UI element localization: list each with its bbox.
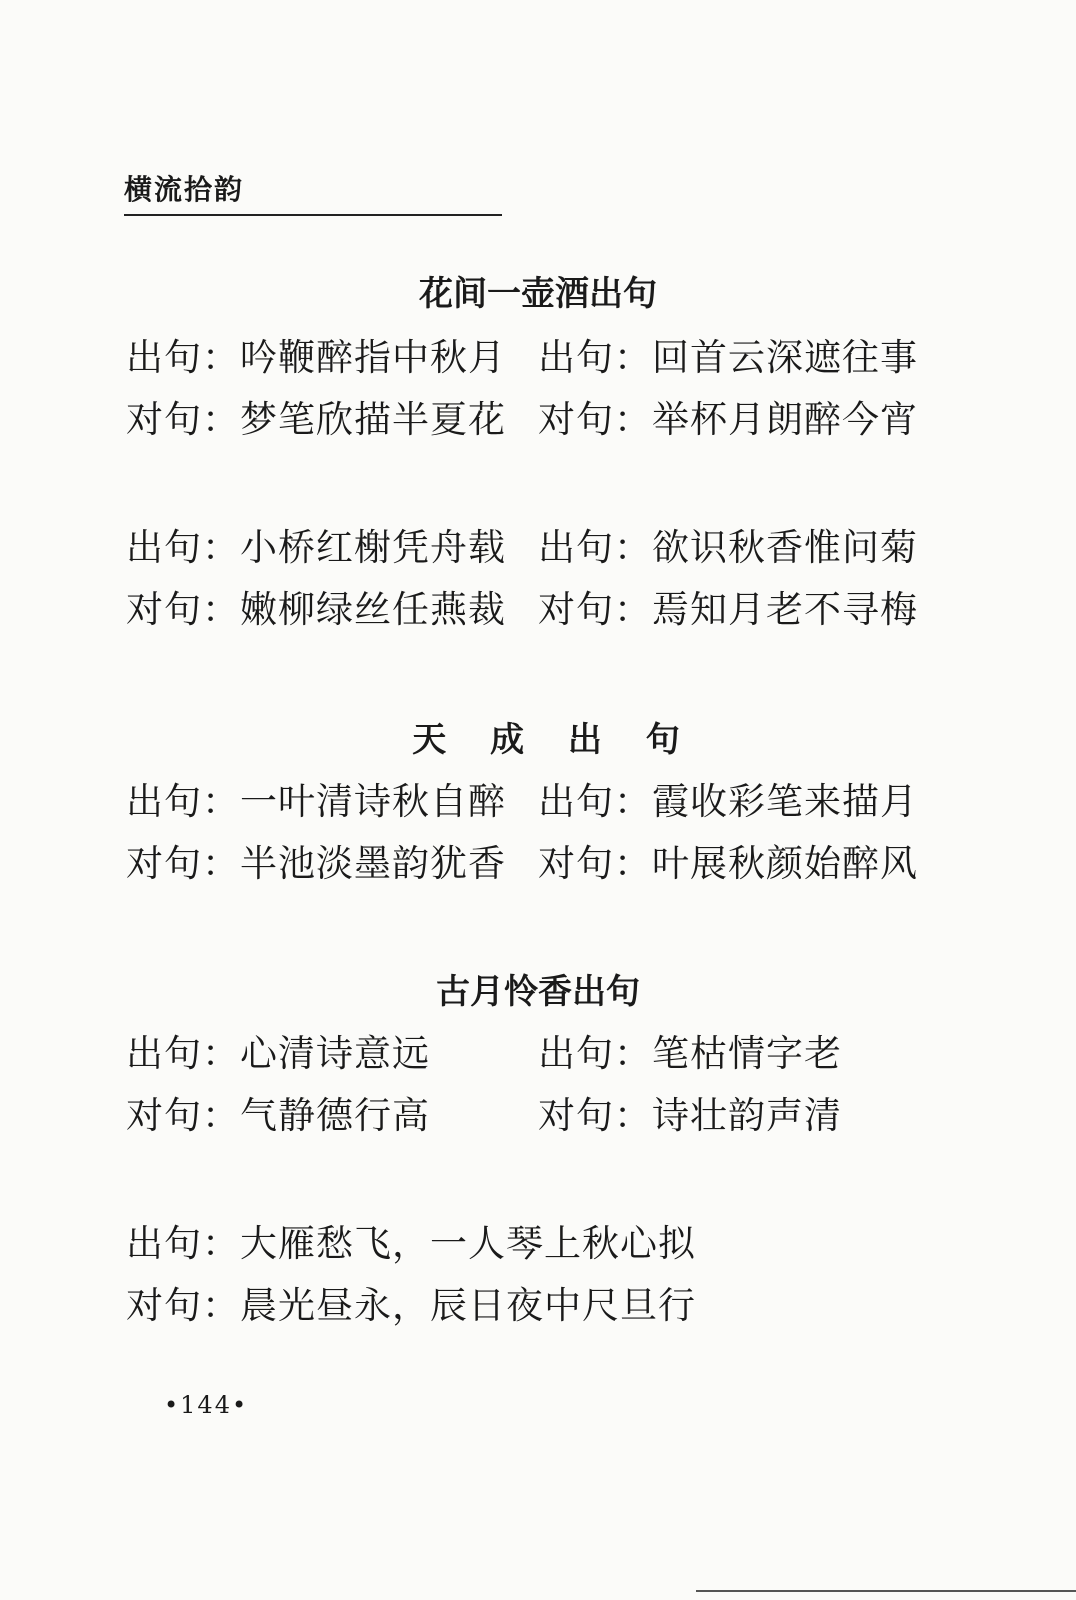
couplet-line: 出句：霞收彩笔来描月 [538,780,918,823]
couplet-line: 对句：梦笔欣描半夏花 [126,398,506,441]
couplet-line: 对句：半池淡墨韵犹香 [126,842,506,885]
couplet-line: 对句：叶展秋颜始醉风 [538,842,918,885]
couplet-line: 对句：举杯月朗醉今宵 [538,398,918,441]
couplet-line: 对句：晨光昼永，辰日夜中尺旦行 [126,1284,696,1327]
page-number: •144• [164,1391,249,1419]
scan-edge-line [696,1590,1076,1592]
couplet-line: 出句：笔枯情字老 [538,1032,842,1075]
couplet-line: 出句：大雁愁飞，一人琴上秋心拟 [126,1222,696,1265]
section-title: 天 成 出 句 [412,720,696,760]
couplet-line: 出句：一叶清诗秋自醉 [126,780,506,823]
couplet-line: 对句：焉知月老不寻梅 [538,588,918,631]
section-title: 花间一壶酒出句 [419,274,657,314]
couplet-line: 对句：嫩柳绿丝任燕裁 [126,588,506,631]
couplet-line: 对句：气静德行高 [126,1094,430,1137]
couplet-line: 对句：诗壮韵声清 [538,1094,842,1137]
couplet-line: 出句：小桥红榭凭舟载 [126,526,506,569]
running-head-text: 横流拾韵 [124,173,245,206]
couplet-line: 出句：欲识秋香惟问菊 [538,526,918,569]
running-head [124,168,502,216]
couplet-line: 出句：回首云深遮往事 [538,336,918,379]
section-title: 古月怜香出句 [436,972,640,1012]
couplet-line: 出句：心清诗意远 [126,1032,430,1075]
couplet-line: 出句：吟鞭醉指中秋月 [126,336,506,379]
